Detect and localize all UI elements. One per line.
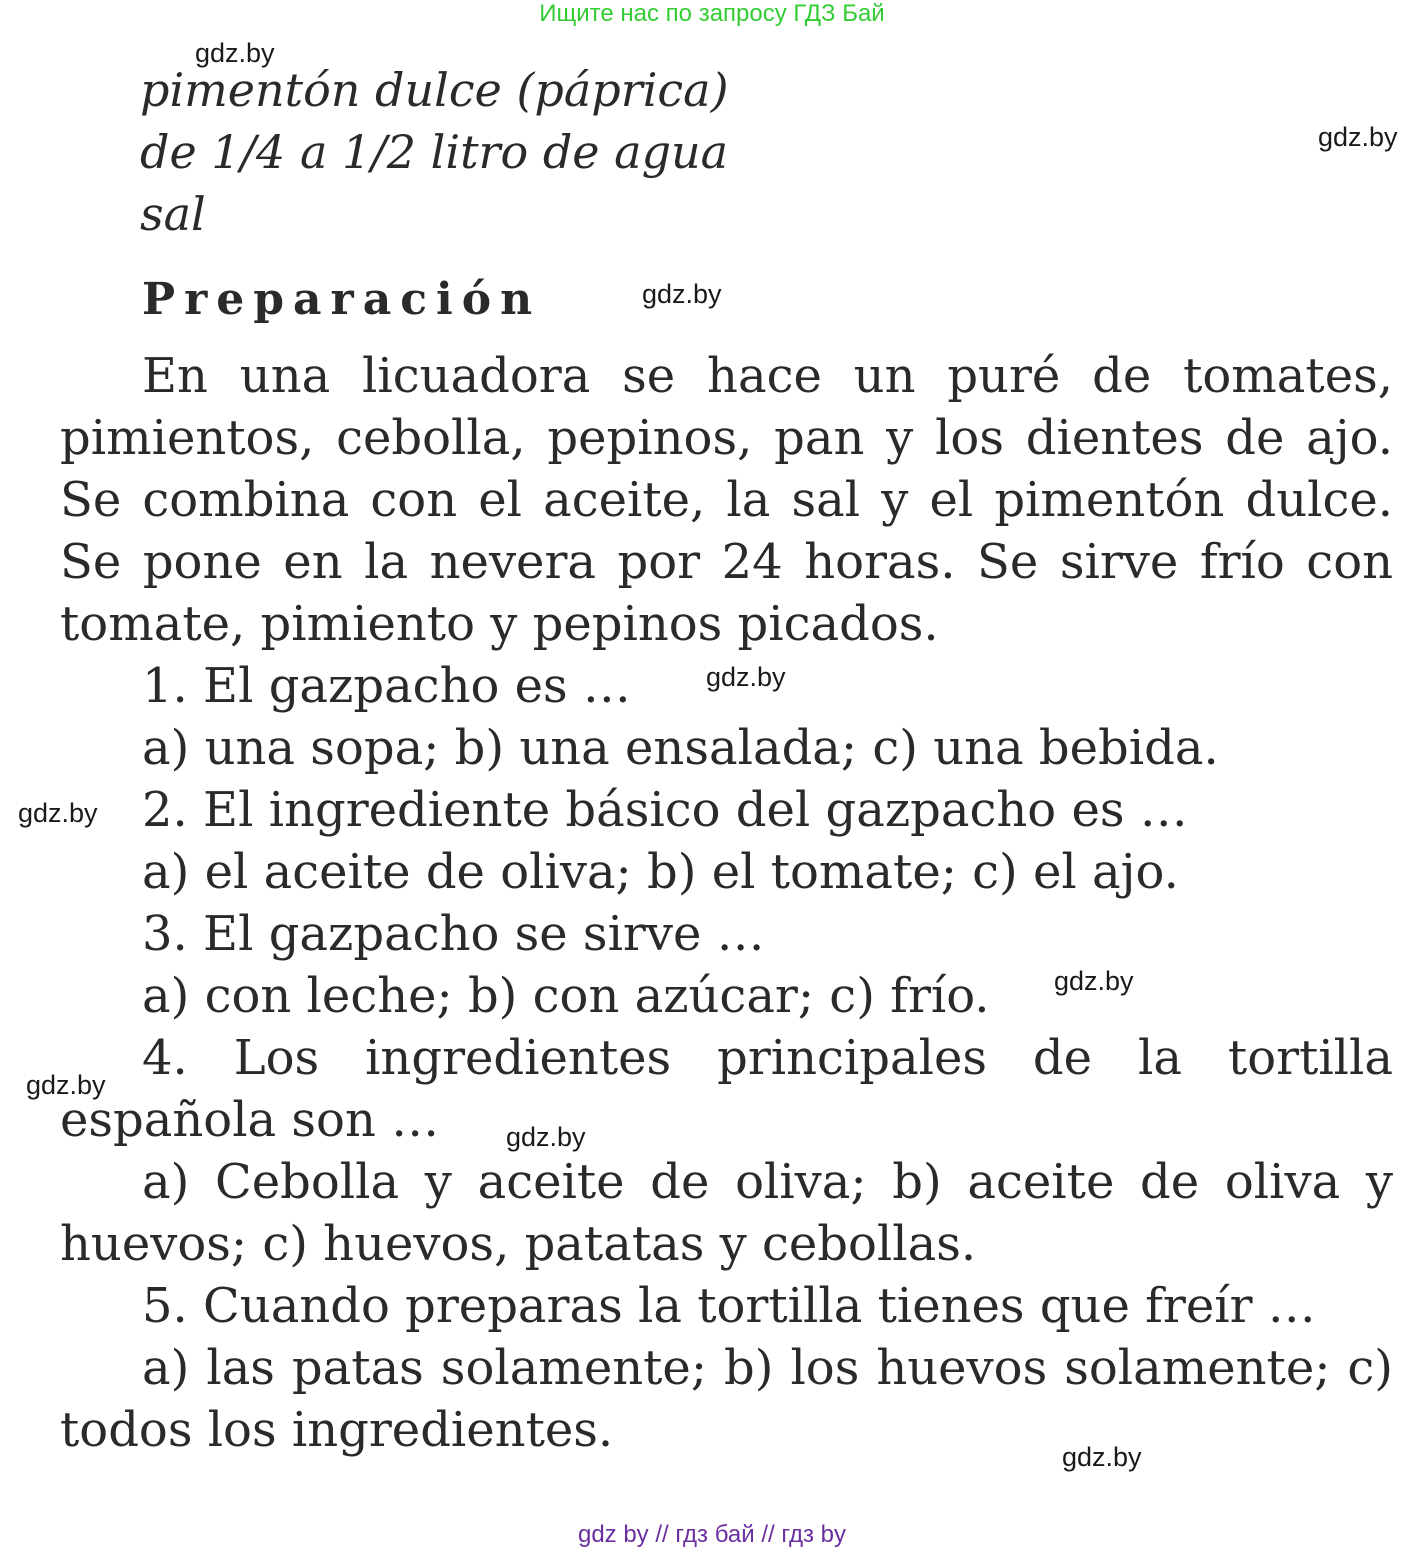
- recipe-text: [60, 345, 1393, 1461]
- answer-options-5: a) las patas solamente; b) los huevos solamente; c) todos los ingredientes.: [60, 1340, 1393, 1458]
- answer-options-4: a) Cebolla y aceite de oliva; b) aceite de oliva y huevos; c) huevos, patatas y cebollas.: [60, 1154, 1393, 1272]
- ingredient-line: pimentón dulce (páprica): [140, 63, 729, 117]
- watermark: gdz.by: [506, 1122, 586, 1152]
- top-banner: Ищите нас по запросу ГДЗ Бай: [539, 0, 885, 27]
- watermark: gdz.by: [706, 662, 786, 692]
- watermark: gdz.by: [26, 1070, 106, 1100]
- watermark: gdz.by: [18, 798, 98, 828]
- ingredient-line: de 1/4 a 1/2 litro de agua: [140, 125, 729, 179]
- bottom-banner: gdz by // гдз бай // гдз by: [577, 1521, 847, 1548]
- question-5: 5. Cuando preparas la tortilla tienes que freír …: [142, 1278, 1316, 1334]
- section-heading: Preparación: [142, 274, 542, 325]
- question-2: 2. El ingrediente básico del gazpacho es …: [142, 782, 1188, 838]
- preparation-paragraph: En una licuadora se hace un puré de tomates, pimientos, cebolla, pepinos, pan y los dientes de ajo. Se combina con el aceite, la sal y el pimentón dulce. Se pone en la nevera por 24 horas. Se sirve frío con tomate, pimiento y pepinos picados.: [60, 348, 1393, 652]
- question-1: 1. El gazpacho es …: [142, 658, 631, 714]
- answer-options-3: a) con leche; b) con azúcar; c) frío.: [142, 968, 990, 1024]
- answer-options-1: a) una sopa; b) una ensalada; c) una bebida.: [142, 720, 1219, 776]
- question-4: 4. Los ingredientes principales de la tortilla española son …: [60, 1030, 1393, 1148]
- question-3: 3. El gazpacho se sirve …: [142, 906, 765, 962]
- watermark: gdz.by: [1054, 966, 1134, 996]
- ingredient-line: sal: [140, 187, 206, 241]
- answer-options-2: a) el aceite de oliva; b) el tomate; c) el ajo.: [142, 844, 1179, 900]
- watermark: gdz.by: [195, 38, 275, 68]
- watermark: gdz.by: [642, 279, 722, 309]
- watermark: gdz.by: [1318, 122, 1398, 152]
- watermark: gdz.by: [1062, 1442, 1142, 1472]
